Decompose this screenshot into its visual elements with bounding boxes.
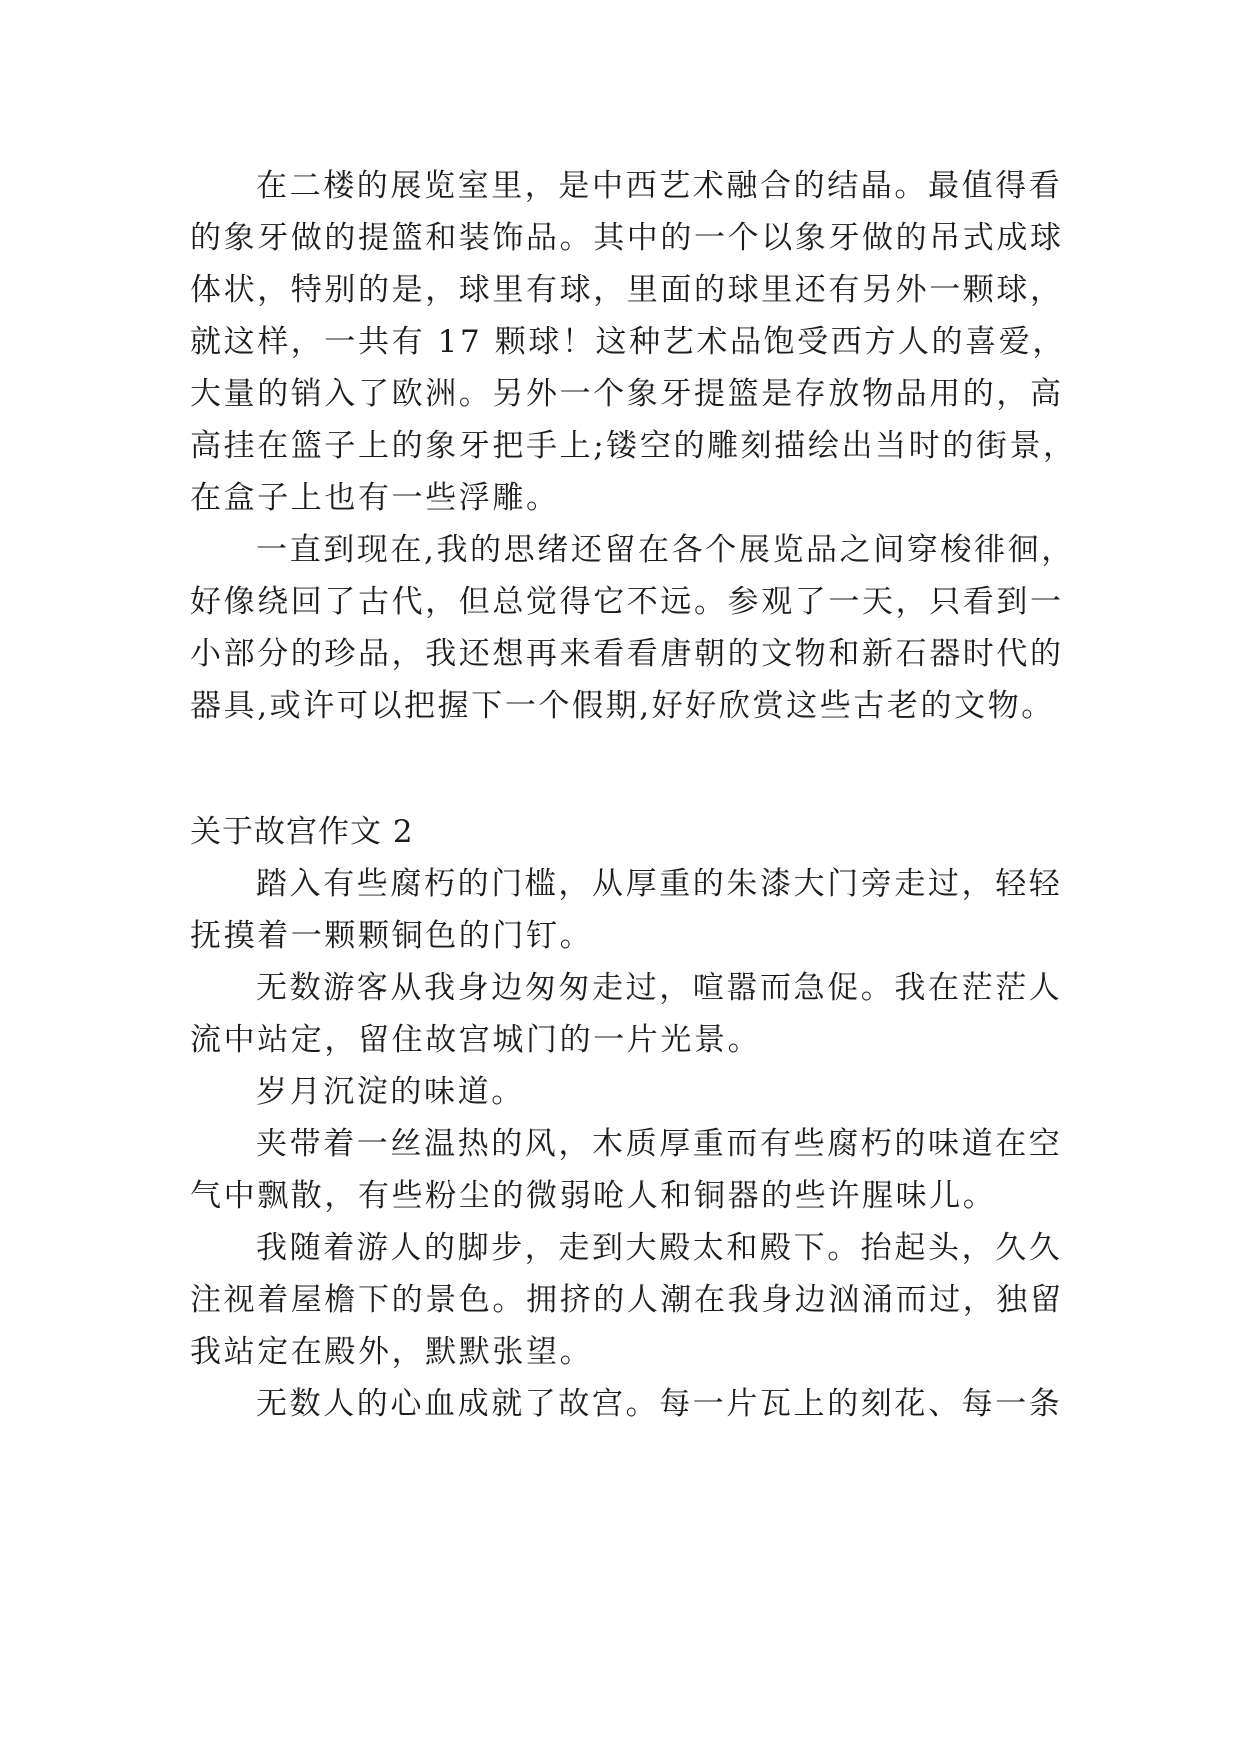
text-line: 就这样，一共有 17 颗球！这种艺术品饱受西方人的喜爱， [190,324,1066,360]
text-line: 踏入有些腐朽的门槛，从厚重的朱漆大门旁走过，轻轻 [256,866,1063,902]
paragraph [190,1222,1064,1378]
text-line: 我随着游人的脚步，走到大殿太和殿下。抬起头，久久 [256,1230,1063,1266]
text-line: 在盒子上也有一些浮雕。 [190,480,560,516]
text-line: 夹带着一丝温热的风，木质厚重而有些腐朽的味道在空 [256,1126,1063,1162]
paragraph [190,1066,1050,1118]
text-line: 在二楼的展览室里，是中西艺术融合的结晶。最值得看 [256,168,1063,204]
text-line: 无数游客从我身边匆匆走过，喧嚣而急促。我在茫茫人 [256,970,1063,1006]
text-line: 体状，特别的是，球里有球，里面的球里还有另外一颗球， [190,272,1064,308]
text-line: 无数人的心血成就了故宫。每一片瓦上的刻花、每一条 [256,1386,1063,1422]
text-line: 小部分的珍品，我还想再来看看唐朝的文物和新石器时代的 [190,636,1064,672]
text-line: 流中站定，留住故宫城门的一片光景。 [190,1022,762,1058]
paragraph [190,858,1063,962]
section-title: 关于故宫作文 2 [190,814,414,850]
document-body [190,160,1077,1430]
text-line: 抚摸着一颗颗铜色的门钉。 [190,918,594,954]
text-line: 好像绕回了古代，但总觉得它不远。参观了一天，只看到一 [190,584,1064,620]
text-line: 器具,或许可以把握下一个假期,好好欣赏这些古老的文物。 [190,688,1055,724]
section-spacer [190,732,1050,806]
text-line: 岁月沉淀的味道。 [256,1074,525,1110]
text-line: 我站定在殿外，默默张望。 [190,1334,594,1370]
text-line: 的象牙做的提篮和装饰品。其中的一个以象牙做的吊式成球 [190,220,1064,256]
paragraph [190,1378,1063,1430]
paragraph [190,524,1075,732]
paragraph [190,962,1063,1066]
paragraph [190,160,1077,524]
text-line: 气中飘散，有些粉尘的微弱呛人和铜器的些许腥味儿。 [190,1178,997,1214]
text-line: 一直到现在,我的思绪还留在各个展览品之间穿梭徘徊， [256,532,1075,568]
text-line: 注视着屋檐下的景色。拥挤的人潮在我身边汹涌而过，独留 [190,1282,1064,1318]
text-line: 高挂在篮子上的象牙把手上;镂空的雕刻描绘出当时的街景， [190,428,1077,464]
text-line: 大量的销入了欧洲。另外一个象牙提篮是存放物品用的，高 [190,376,1064,412]
paragraph [190,1118,1063,1222]
